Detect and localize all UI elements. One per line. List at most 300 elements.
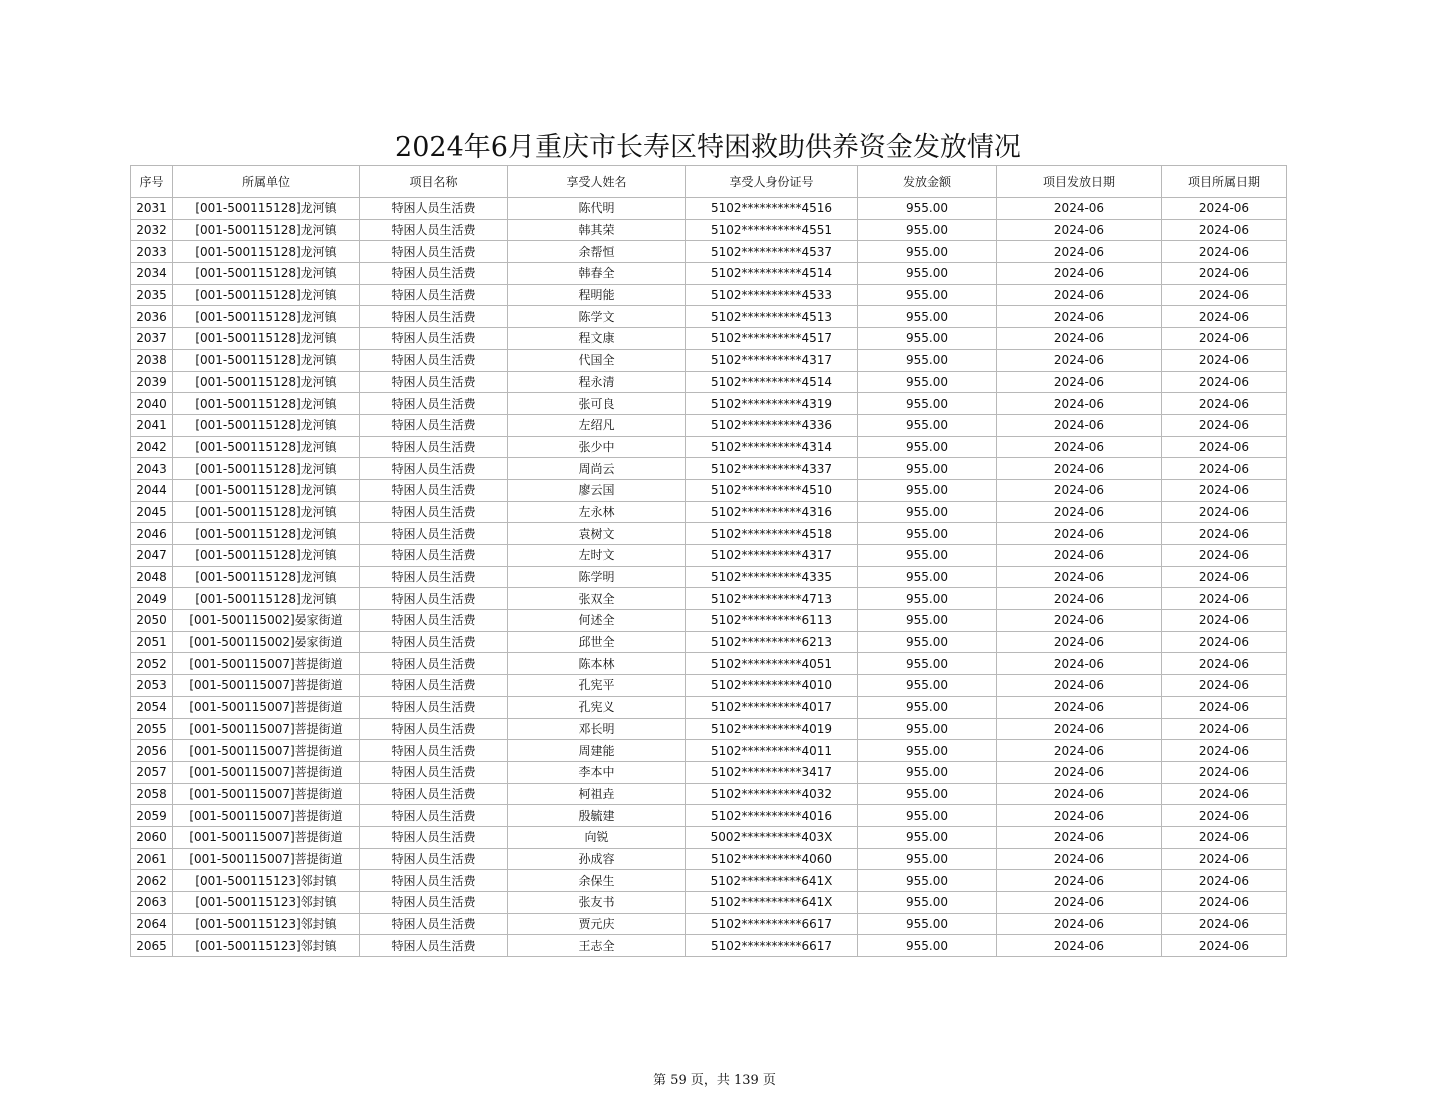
unit-cell: [001-500115128]龙河镇 <box>173 523 360 545</box>
recipient-name-cell: 向锐 <box>508 826 686 848</box>
recipient-name-cell: 韩其荣 <box>508 219 686 241</box>
serial-cell: 2046 <box>131 523 173 545</box>
period-date-cell: 2024-06 <box>1162 696 1287 718</box>
project-cell: 特困人员生活费 <box>360 523 508 545</box>
unit-cell: [001-500115128]龙河镇 <box>173 306 360 328</box>
id-number-cell: 5102**********4017 <box>686 696 858 718</box>
period-date-cell: 2024-06 <box>1162 675 1287 697</box>
serial-cell: 2043 <box>131 458 173 480</box>
project-cell: 特困人员生活费 <box>360 631 508 653</box>
payment-date-cell: 2024-06 <box>997 436 1162 458</box>
table-row <box>131 501 1287 523</box>
period-date-cell: 2024-06 <box>1162 393 1287 415</box>
serial-cell: 2033 <box>131 241 173 263</box>
payment-date-cell: 2024-06 <box>997 826 1162 848</box>
period-date-cell: 2024-06 <box>1162 870 1287 892</box>
unit-cell: [001-500115007]菩提街道 <box>173 805 360 827</box>
project-cell: 特困人员生活费 <box>360 913 508 935</box>
period-date-cell: 2024-06 <box>1162 523 1287 545</box>
serial-cell: 2044 <box>131 479 173 501</box>
payment-date-cell: 2024-06 <box>997 328 1162 350</box>
unit-cell: [001-500115123]邻封镇 <box>173 870 360 892</box>
id-number-cell: 5102**********4051 <box>686 653 858 675</box>
table-row <box>131 219 1287 241</box>
unit-cell: [001-500115128]龙河镇 <box>173 436 360 458</box>
payment-date-cell: 2024-06 <box>997 523 1162 545</box>
recipient-name-cell: 袁树文 <box>508 523 686 545</box>
table-row <box>131 848 1287 870</box>
table-row <box>131 935 1287 957</box>
amount-cell: 955.00 <box>858 523 997 545</box>
project-cell: 特困人员生活费 <box>360 328 508 350</box>
table-row <box>131 826 1287 848</box>
period-date-cell: 2024-06 <box>1162 783 1287 805</box>
unit-cell: [001-500115128]龙河镇 <box>173 545 360 567</box>
amount-cell: 955.00 <box>858 198 997 220</box>
table-row <box>131 610 1287 632</box>
period-date-cell: 2024-06 <box>1162 826 1287 848</box>
amount-cell: 955.00 <box>858 696 997 718</box>
unit-cell: [001-500115007]菩提街道 <box>173 783 360 805</box>
amount-cell: 955.00 <box>858 414 997 436</box>
serial-cell: 2063 <box>131 892 173 914</box>
id-number-cell: 5102**********6113 <box>686 610 858 632</box>
payment-date-cell: 2024-06 <box>997 870 1162 892</box>
project-cell: 特困人员生活费 <box>360 479 508 501</box>
header-row <box>131 166 1287 198</box>
project-cell: 特困人员生活费 <box>360 436 508 458</box>
column-header-project: 项目名称 <box>360 166 508 198</box>
column-header-payment-date: 项目发放日期 <box>997 166 1162 198</box>
project-cell: 特困人员生活费 <box>360 349 508 371</box>
id-number-cell: 5102**********3417 <box>686 761 858 783</box>
amount-cell: 955.00 <box>858 783 997 805</box>
unit-cell: [001-500115123]邻封镇 <box>173 913 360 935</box>
unit-cell: [001-500115007]菩提街道 <box>173 718 360 740</box>
unit-cell: [001-500115128]龙河镇 <box>173 458 360 480</box>
period-date-cell: 2024-06 <box>1162 219 1287 241</box>
period-date-cell: 2024-06 <box>1162 653 1287 675</box>
table-row <box>131 241 1287 263</box>
amount-cell: 955.00 <box>858 284 997 306</box>
id-number-cell: 5102**********6213 <box>686 631 858 653</box>
column-header-unit: 所属单位 <box>173 166 360 198</box>
table-row <box>131 393 1287 415</box>
period-date-cell: 2024-06 <box>1162 241 1287 263</box>
unit-cell: [001-500115007]菩提街道 <box>173 826 360 848</box>
serial-cell: 2064 <box>131 913 173 935</box>
project-cell: 特困人员生活费 <box>360 696 508 718</box>
id-number-cell: 5102**********4533 <box>686 284 858 306</box>
serial-cell: 2035 <box>131 284 173 306</box>
unit-cell: [001-500115007]菩提街道 <box>173 740 360 762</box>
id-number-cell: 5102**********4016 <box>686 805 858 827</box>
project-cell: 特困人员生活费 <box>360 848 508 870</box>
serial-cell: 2059 <box>131 805 173 827</box>
serial-cell: 2031 <box>131 198 173 220</box>
recipient-name-cell: 廖云国 <box>508 479 686 501</box>
period-date-cell: 2024-06 <box>1162 588 1287 610</box>
table-row <box>131 328 1287 350</box>
payment-date-cell: 2024-06 <box>997 219 1162 241</box>
payment-date-cell: 2024-06 <box>997 393 1162 415</box>
recipient-name-cell: 张友书 <box>508 892 686 914</box>
table-row <box>131 870 1287 892</box>
unit-cell: [001-500115128]龙河镇 <box>173 219 360 241</box>
id-number-cell: 5102**********4517 <box>686 328 858 350</box>
serial-cell: 2036 <box>131 306 173 328</box>
unit-cell: [001-500115128]龙河镇 <box>173 588 360 610</box>
page-footer: 第 59 页，共 139 页 <box>653 1073 776 1088</box>
recipient-name-cell: 程文康 <box>508 328 686 350</box>
payment-date-cell: 2024-06 <box>997 696 1162 718</box>
payment-date-cell: 2024-06 <box>997 263 1162 285</box>
unit-cell: [001-500115128]龙河镇 <box>173 566 360 588</box>
id-number-cell: 5102**********4316 <box>686 501 858 523</box>
table-row <box>131 306 1287 328</box>
serial-cell: 2045 <box>131 501 173 523</box>
table-row <box>131 783 1287 805</box>
project-cell: 特困人员生活费 <box>360 935 508 957</box>
payment-date-cell: 2024-06 <box>997 371 1162 393</box>
project-cell: 特困人员生活费 <box>360 241 508 263</box>
id-number-cell: 5102**********4514 <box>686 263 858 285</box>
table-row <box>131 805 1287 827</box>
recipient-name-cell: 王志全 <box>508 935 686 957</box>
period-date-cell: 2024-06 <box>1162 848 1287 870</box>
recipient-name-cell: 左时文 <box>508 545 686 567</box>
amount-cell: 955.00 <box>858 501 997 523</box>
table-row <box>131 588 1287 610</box>
serial-cell: 2047 <box>131 545 173 567</box>
table-row <box>131 631 1287 653</box>
recipient-name-cell: 周建能 <box>508 740 686 762</box>
recipient-name-cell: 陈代明 <box>508 198 686 220</box>
project-cell: 特困人员生活费 <box>360 740 508 762</box>
project-cell: 特困人员生活费 <box>360 371 508 393</box>
amount-cell: 955.00 <box>858 870 997 892</box>
unit-cell: [001-500115007]菩提街道 <box>173 653 360 675</box>
unit-cell: [001-500115007]菩提街道 <box>173 848 360 870</box>
project-cell: 特困人员生活费 <box>360 718 508 740</box>
serial-cell: 2055 <box>131 718 173 740</box>
id-number-cell: 5102**********4514 <box>686 371 858 393</box>
recipient-name-cell: 孙成容 <box>508 848 686 870</box>
payment-date-cell: 2024-06 <box>997 892 1162 914</box>
table-row <box>131 740 1287 762</box>
amount-cell: 955.00 <box>858 653 997 675</box>
unit-cell: [001-500115123]邻封镇 <box>173 935 360 957</box>
serial-cell: 2032 <box>131 219 173 241</box>
project-cell: 特困人员生活费 <box>360 870 508 892</box>
payment-date-cell: 2024-06 <box>997 913 1162 935</box>
payment-date-cell: 2024-06 <box>997 740 1162 762</box>
table-row <box>131 761 1287 783</box>
amount-cell: 955.00 <box>858 805 997 827</box>
id-number-cell: 5102**********4337 <box>686 458 858 480</box>
payment-date-cell: 2024-06 <box>997 458 1162 480</box>
project-cell: 特困人员生活费 <box>360 458 508 480</box>
project-cell: 特困人员生活费 <box>360 588 508 610</box>
serial-cell: 2062 <box>131 870 173 892</box>
recipient-name-cell: 代国全 <box>508 349 686 371</box>
project-cell: 特困人员生活费 <box>360 545 508 567</box>
amount-cell: 955.00 <box>858 219 997 241</box>
disbursement-table <box>130 165 1287 957</box>
unit-cell: [001-500115128]龙河镇 <box>173 479 360 501</box>
unit-cell: [001-500115128]龙河镇 <box>173 393 360 415</box>
payment-date-cell: 2024-06 <box>997 306 1162 328</box>
recipient-name-cell: 李本中 <box>508 761 686 783</box>
unit-cell: [001-500115002]晏家街道 <box>173 631 360 653</box>
amount-cell: 955.00 <box>858 588 997 610</box>
unit-cell: [001-500115128]龙河镇 <box>173 263 360 285</box>
recipient-name-cell: 殷毓建 <box>508 805 686 827</box>
serial-cell: 2048 <box>131 566 173 588</box>
serial-cell: 2065 <box>131 935 173 957</box>
period-date-cell: 2024-06 <box>1162 349 1287 371</box>
serial-cell: 2037 <box>131 328 173 350</box>
amount-cell: 955.00 <box>858 848 997 870</box>
payment-date-cell: 2024-06 <box>997 631 1162 653</box>
unit-cell: [001-500115128]龙河镇 <box>173 414 360 436</box>
amount-cell: 955.00 <box>858 935 997 957</box>
table-row <box>131 198 1287 220</box>
id-number-cell: 5102**********4010 <box>686 675 858 697</box>
period-date-cell: 2024-06 <box>1162 458 1287 480</box>
id-number-cell: 5102**********4516 <box>686 198 858 220</box>
period-date-cell: 2024-06 <box>1162 284 1287 306</box>
project-cell: 特困人员生活费 <box>360 414 508 436</box>
project-cell: 特困人员生活费 <box>360 675 508 697</box>
serial-cell: 2052 <box>131 653 173 675</box>
unit-cell: [001-500115128]龙河镇 <box>173 371 360 393</box>
unit-cell: [001-500115002]晏家街道 <box>173 610 360 632</box>
unit-cell: [001-500115128]龙河镇 <box>173 328 360 350</box>
recipient-name-cell: 陈本林 <box>508 653 686 675</box>
period-date-cell: 2024-06 <box>1162 545 1287 567</box>
amount-cell: 955.00 <box>858 913 997 935</box>
id-number-cell: 5102**********4335 <box>686 566 858 588</box>
payment-date-cell: 2024-06 <box>997 848 1162 870</box>
recipient-name-cell: 张双全 <box>508 588 686 610</box>
unit-cell: [001-500115128]龙河镇 <box>173 284 360 306</box>
table-row <box>131 653 1287 675</box>
amount-cell: 955.00 <box>858 826 997 848</box>
project-cell: 特困人员生活费 <box>360 805 508 827</box>
serial-cell: 2061 <box>131 848 173 870</box>
amount-cell: 955.00 <box>858 610 997 632</box>
payment-date-cell: 2024-06 <box>997 545 1162 567</box>
serial-cell: 2056 <box>131 740 173 762</box>
id-number-cell: 5102**********4019 <box>686 718 858 740</box>
period-date-cell: 2024-06 <box>1162 501 1287 523</box>
table-row <box>131 436 1287 458</box>
project-cell: 特困人员生活费 <box>360 761 508 783</box>
project-cell: 特困人员生活费 <box>360 219 508 241</box>
table-row <box>131 349 1287 371</box>
id-number-cell: 5102**********641X <box>686 870 858 892</box>
period-date-cell: 2024-06 <box>1162 935 1287 957</box>
amount-cell: 955.00 <box>858 675 997 697</box>
serial-cell: 2057 <box>131 761 173 783</box>
serial-cell: 2050 <box>131 610 173 632</box>
payment-date-cell: 2024-06 <box>997 284 1162 306</box>
id-number-cell: 5102**********4314 <box>686 436 858 458</box>
id-number-cell: 5102**********6617 <box>686 913 858 935</box>
project-cell: 特困人员生活费 <box>360 783 508 805</box>
payment-date-cell: 2024-06 <box>997 566 1162 588</box>
table-row <box>131 696 1287 718</box>
serial-cell: 2038 <box>131 349 173 371</box>
id-number-cell: 5102**********4513 <box>686 306 858 328</box>
period-date-cell: 2024-06 <box>1162 306 1287 328</box>
period-date-cell: 2024-06 <box>1162 718 1287 740</box>
table-row <box>131 284 1287 306</box>
project-cell: 特困人员生活费 <box>360 826 508 848</box>
project-cell: 特困人员生活费 <box>360 566 508 588</box>
recipient-name-cell: 左绍凡 <box>508 414 686 436</box>
id-number-cell: 5102**********6617 <box>686 935 858 957</box>
recipient-name-cell: 陈学明 <box>508 566 686 588</box>
table-row <box>131 913 1287 935</box>
amount-cell: 955.00 <box>858 545 997 567</box>
recipient-name-cell: 孔宪义 <box>508 696 686 718</box>
recipient-name-cell: 程永清 <box>508 371 686 393</box>
column-header-amount: 发放金额 <box>858 166 997 198</box>
recipient-name-cell: 邓长明 <box>508 718 686 740</box>
project-cell: 特困人员生活费 <box>360 610 508 632</box>
id-number-cell: 5102**********4336 <box>686 414 858 436</box>
amount-cell: 955.00 <box>858 740 997 762</box>
payment-date-cell: 2024-06 <box>997 588 1162 610</box>
unit-cell: [001-500115128]龙河镇 <box>173 198 360 220</box>
column-header-id-number: 享受人身份证号 <box>686 166 858 198</box>
period-date-cell: 2024-06 <box>1162 328 1287 350</box>
recipient-name-cell: 贾元庆 <box>508 913 686 935</box>
amount-cell: 955.00 <box>858 892 997 914</box>
amount-cell: 955.00 <box>858 631 997 653</box>
table-row <box>131 675 1287 697</box>
project-cell: 特困人员生活费 <box>360 306 508 328</box>
recipient-name-cell: 孔宪平 <box>508 675 686 697</box>
period-date-cell: 2024-06 <box>1162 610 1287 632</box>
id-number-cell: 5102**********4317 <box>686 545 858 567</box>
period-date-cell: 2024-06 <box>1162 740 1287 762</box>
table-row <box>131 545 1287 567</box>
document-title: 2024年6月重庆市长寿区特困救助供养资金发放情况 <box>395 132 1021 163</box>
project-cell: 特困人员生活费 <box>360 892 508 914</box>
payment-date-cell: 2024-06 <box>997 761 1162 783</box>
serial-cell: 2054 <box>131 696 173 718</box>
amount-cell: 955.00 <box>858 241 997 263</box>
table-row <box>131 414 1287 436</box>
amount-cell: 955.00 <box>858 718 997 740</box>
id-number-cell: 5102**********4319 <box>686 393 858 415</box>
id-number-cell: 5102**********4537 <box>686 241 858 263</box>
amount-cell: 955.00 <box>858 479 997 501</box>
recipient-name-cell: 左永林 <box>508 501 686 523</box>
recipient-name-cell: 张可良 <box>508 393 686 415</box>
recipient-name-cell: 柯祖垚 <box>508 783 686 805</box>
id-number-cell: 5102**********4060 <box>686 848 858 870</box>
amount-cell: 955.00 <box>858 328 997 350</box>
period-date-cell: 2024-06 <box>1162 913 1287 935</box>
serial-cell: 2060 <box>131 826 173 848</box>
payment-date-cell: 2024-06 <box>997 783 1162 805</box>
recipient-name-cell: 何述全 <box>508 610 686 632</box>
unit-cell: [001-500115007]菩提街道 <box>173 675 360 697</box>
amount-cell: 955.00 <box>858 761 997 783</box>
serial-cell: 2039 <box>131 371 173 393</box>
payment-date-cell: 2024-06 <box>997 349 1162 371</box>
period-date-cell: 2024-06 <box>1162 263 1287 285</box>
amount-cell: 955.00 <box>858 436 997 458</box>
recipient-name-cell: 余帮恒 <box>508 241 686 263</box>
period-date-cell: 2024-06 <box>1162 371 1287 393</box>
period-date-cell: 2024-06 <box>1162 892 1287 914</box>
amount-cell: 955.00 <box>858 393 997 415</box>
project-cell: 特困人员生活费 <box>360 263 508 285</box>
recipient-name-cell: 韩春全 <box>508 263 686 285</box>
table-header <box>131 166 1287 198</box>
period-date-cell: 2024-06 <box>1162 479 1287 501</box>
serial-cell: 2058 <box>131 783 173 805</box>
table-row <box>131 458 1287 480</box>
period-date-cell: 2024-06 <box>1162 414 1287 436</box>
period-date-cell: 2024-06 <box>1162 198 1287 220</box>
id-number-cell: 5102**********4518 <box>686 523 858 545</box>
period-date-cell: 2024-06 <box>1162 631 1287 653</box>
table-row <box>131 566 1287 588</box>
table-row <box>131 892 1287 914</box>
unit-cell: [001-500115123]邻封镇 <box>173 892 360 914</box>
table-row <box>131 523 1287 545</box>
recipient-name-cell: 陈学文 <box>508 306 686 328</box>
payment-date-cell: 2024-06 <box>997 653 1162 675</box>
payment-date-cell: 2024-06 <box>997 675 1162 697</box>
serial-cell: 2034 <box>131 263 173 285</box>
payment-date-cell: 2024-06 <box>997 610 1162 632</box>
period-date-cell: 2024-06 <box>1162 805 1287 827</box>
amount-cell: 955.00 <box>858 458 997 480</box>
unit-cell: [001-500115128]龙河镇 <box>173 241 360 263</box>
period-date-cell: 2024-06 <box>1162 566 1287 588</box>
project-cell: 特困人员生活费 <box>360 653 508 675</box>
amount-cell: 955.00 <box>858 566 997 588</box>
amount-cell: 955.00 <box>858 263 997 285</box>
unit-cell: [001-500115128]龙河镇 <box>173 349 360 371</box>
period-date-cell: 2024-06 <box>1162 436 1287 458</box>
payment-date-cell: 2024-06 <box>997 718 1162 740</box>
period-date-cell: 2024-06 <box>1162 761 1287 783</box>
recipient-name-cell: 程明能 <box>508 284 686 306</box>
unit-cell: [001-500115007]菩提街道 <box>173 696 360 718</box>
project-cell: 特困人员生活费 <box>360 501 508 523</box>
table-row <box>131 479 1287 501</box>
column-header-recipient-name: 享受人姓名 <box>508 166 686 198</box>
table-row <box>131 718 1287 740</box>
id-number-cell: 5102**********4032 <box>686 783 858 805</box>
id-number-cell: 5102**********641X <box>686 892 858 914</box>
payment-date-cell: 2024-06 <box>997 198 1162 220</box>
id-number-cell: 5102**********4510 <box>686 479 858 501</box>
serial-cell: 2041 <box>131 414 173 436</box>
recipient-name-cell: 余保生 <box>508 870 686 892</box>
id-number-cell: 5102**********4551 <box>686 219 858 241</box>
project-cell: 特困人员生活费 <box>360 284 508 306</box>
project-cell: 特困人员生活费 <box>360 198 508 220</box>
